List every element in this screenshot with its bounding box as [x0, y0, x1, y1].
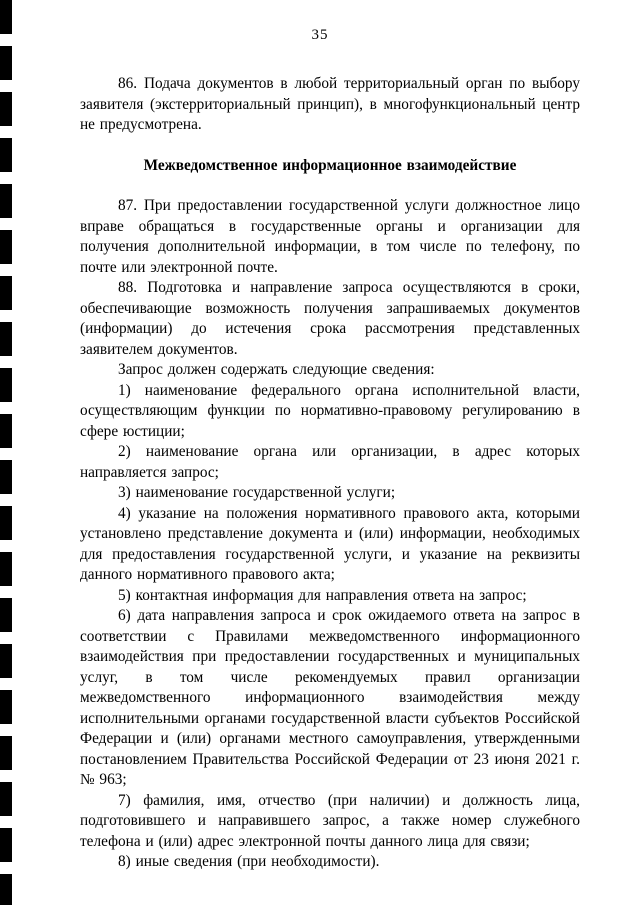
list-item-2: 2) наименование органа или организации, в адрес которых направляется запрос; — [80, 443, 580, 481]
list-item-3: 3) наименование государственной услуги; — [118, 484, 396, 501]
scan-binding-edge — [0, 0, 12, 905]
paragraph-86: 86. Подача документов в любой территориальный орган по выбору заявителя (экстерриториальный принцип), в многофункциональный центр не предусмотрена. — [80, 75, 580, 133]
list-item-7: 7) фамилия, имя, отчество (при наличии) и должность лица, подготовившего и направившего запрос, а также номер служебного телефона и (или) адрес электронной почты данного лица для связи; — [80, 791, 580, 850]
list-item-1: 1) наименование федерального органа исполнительной власти, осуществляющим функции по нормативно-правовому регулированию в сфере юстиции; — [80, 381, 580, 440]
section-heading: Межведомственное информационное взаимодействие — [143, 156, 517, 174]
list-item-4: 4) указание на положения нормативного правового акта, которыми установлено представление документа и (или) информации, необходимых для предоставления государственной услуги, и указание на реквизиты данного нормативного правового акта; — [80, 504, 580, 583]
paragraph-87: 87. При предоставлении государственной услуги должностное лицо вправе обращаться в государственные органы и организации для получения дополнительной информации, в том числе по телефону, по почте или электронной почте. — [80, 197, 580, 276]
list-item-5: 5) контактная информация для направления ответа на запрос; — [118, 586, 527, 604]
page-number: 35 — [311, 27, 329, 43]
list-intro: Запрос должен содержать следующие сведения: — [118, 361, 435, 378]
paragraph-88: 88. Подготовка и направление запроса осуществляются в сроки, обеспечивающие возможность получения запрашиваемых документов (информации) до истечения срока рассмотрения представленных заявителем документов. — [80, 279, 580, 358]
list-item-6: 6) дата направления запроса и срок ожидаемого ответа на запрос в соответствии с Правилами межведомственного информационного взаимодействия при предоставлении государственных и муниципальных услуг, в том числе рекомендуемых правил организации межведомственного информационного взаимодействия между исполнительными органами государственной власти субъектов Российской Федерации и (или) органами местного самоуправления, утвержденными постановлением Правительства Российской Федерации от 23 июня 2021 г. № 963; — [80, 607, 580, 788]
document-body — [80, 74, 580, 873]
list-item-8: 8) иные сведения (при необходимости). — [118, 853, 380, 870]
